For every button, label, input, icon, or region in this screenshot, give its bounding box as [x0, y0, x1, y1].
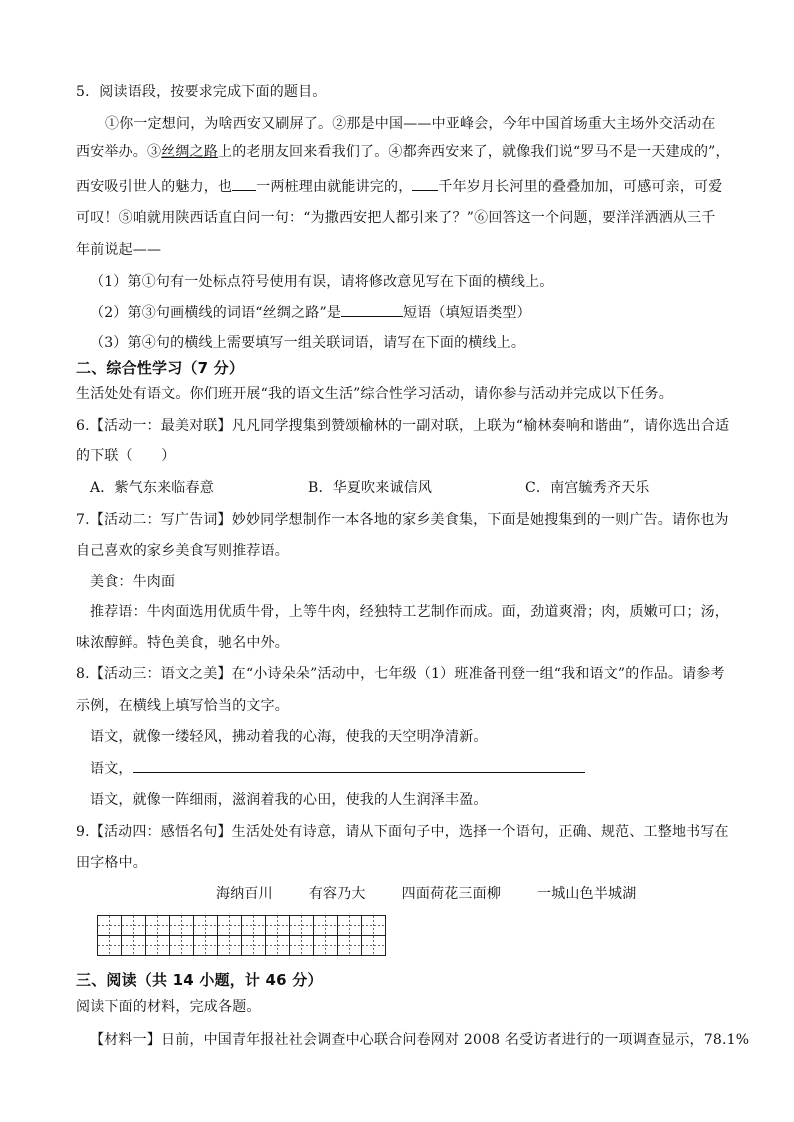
q9-line-2: 田字格中。 — [76, 855, 147, 871]
q5-subquestion-1: （1）第①句有一处标点符号使用有误，请将修改意见写在下面的横线上。 — [90, 274, 554, 290]
q9-line-1: 9.【活动四：感悟名句】生活处处有诗意，请从下面句子中，选择一个语句，正确、规范、工整地书写在 — [76, 824, 729, 840]
q8-answer-line[interactable] — [133, 758, 585, 773]
q6-line-1: 6.【活动一：最美对联】凡凡同学搜集到赞颂榆林的一副对联，上联为“榆林奏响和谐曲”，请你选出合适 — [76, 418, 730, 434]
grid-cell[interactable] — [194, 916, 218, 936]
phrase-4: 一城山色半城湖 — [537, 886, 637, 902]
grid-cell[interactable] — [314, 916, 338, 936]
grid-cell[interactable] — [218, 916, 242, 936]
section-2-title: 二、综合性学习（7 分） — [76, 359, 245, 377]
q5-passage-2a: 西安举办。③ — [76, 144, 162, 160]
q8-line-2: 示例，在横线上填写恰当的文字。 — [76, 698, 289, 714]
section-3-title: 三、阅读（共 14 小题，计 46 分） — [76, 971, 323, 989]
grid-cell[interactable] — [146, 936, 170, 956]
q9-phrases — [216, 884, 672, 904]
q8-example-1: 语文，就像一缕轻风，拂动着我的心海，使我的天空明净清新。 — [90, 729, 488, 745]
underlined-term: 丝绸之路 — [161, 144, 219, 160]
phrase-1: 海纳百川 — [216, 886, 273, 902]
grid-cell[interactable] — [266, 936, 290, 956]
grid-cell[interactable] — [362, 936, 386, 956]
q8-example-2-prefix: 语文， — [90, 761, 133, 777]
grid-cell[interactable] — [242, 916, 266, 936]
phrase-3: 四面荷花三面柳 — [401, 886, 502, 902]
q6-option-a[interactable]: A．紫气东来临春意 — [90, 480, 214, 496]
q7-line-1: 7.【活动二：写广告词】妙妙同学想制作一本各地的家乡美食集，下面是她搜集到的一则广告。请你也为 — [76, 512, 729, 528]
q5-passage-line-4: 可叹！⑤咱就用陕西话直白问一句：“为撒西安把人都引来了？”⑥回答这一个问题，要洋洋洒洒从三千 — [76, 210, 716, 226]
q6-line-2: 的下联（ ） — [76, 448, 176, 464]
grid-cell[interactable] — [122, 936, 146, 956]
phrase-2: 有容乃大 — [308, 886, 366, 902]
grid-cell[interactable] — [266, 916, 290, 936]
q6-option-c[interactable]: C．南宫毓秀齐天乐 — [525, 480, 650, 496]
q7-food: 美食：牛肉面 — [90, 574, 176, 590]
blank-phrase-type[interactable] — [341, 302, 403, 317]
q5-passage-line-2 — [76, 142, 730, 162]
q5-subquestion-2 — [90, 302, 531, 323]
q5-passage-line-5: 年前说起—— — [76, 242, 162, 258]
grid-cell[interactable] — [98, 936, 122, 956]
section-3-intro: 阅读下面的材料，完成各题。 — [76, 999, 261, 1015]
grid-cell[interactable] — [338, 916, 362, 936]
q5-stem: 5．阅读语段，按要求完成下面的题目。 — [76, 84, 327, 100]
q5-passage-3a: 西安吸引世人的魅力，也 — [76, 179, 233, 195]
q5-passage-2c: 上的老朋友回来看我们了。④都奔西安来了，就像我们说“罗马不是一天建成的”， — [218, 144, 730, 160]
q5-passage-3c: 千年岁月长河里的叠叠加加，可感可亲，可爱 — [438, 179, 723, 195]
q6-option-b[interactable]: B．华夏吹来诚信风 — [308, 480, 433, 496]
section-2-intro: 生活处处有语文。你们班开展“我的语文生活”综合性学习活动，请你参与活动并完成以下任务。 — [76, 386, 673, 402]
grid-cell[interactable] — [338, 936, 362, 956]
grid-cell[interactable] — [170, 916, 194, 936]
grid-cell[interactable] — [290, 916, 314, 936]
q7-recommendation-2: 味浓醇鲜。特色美食，驰名中外。 — [76, 635, 289, 651]
grid-cell[interactable] — [170, 936, 194, 956]
tianzige-grid[interactable] — [97, 915, 386, 956]
grid-cell[interactable] — [146, 916, 170, 936]
q7-recommendation-1: 推荐语：牛肉面选用优质牛骨，上等牛肉，经独特工艺制作而成。面，劲道爽滑；肉，质嫩可口；汤， — [90, 604, 729, 620]
grid-cell[interactable] — [242, 936, 266, 956]
grid-cell[interactable] — [122, 916, 146, 936]
grid-cell[interactable] — [362, 916, 386, 936]
q5-passage-line-3 — [76, 176, 722, 197]
material-1-line-1: 【材料一】日前，中国青年报社社会调查中心联合问卷网对 2008 名受访者进行的一项调查显示，78.1% — [90, 1032, 750, 1048]
q8-line-1: 8.【活动三：语文之美】在“小诗朵朵”活动中，七年级（1）班准备刊登一组“我和语文”的作品。请参考 — [76, 666, 725, 682]
grid-cell[interactable] — [314, 936, 338, 956]
grid-cell[interactable] — [194, 936, 218, 956]
q8-example-3: 语文，就像一阵细雨，滋润着我的心田，使我的人生润泽丰盈。 — [90, 792, 488, 808]
blank-1[interactable] — [232, 176, 256, 191]
q5-sub2-tail: 短语（填短语类型） — [403, 305, 531, 321]
grid-cell[interactable] — [218, 936, 242, 956]
q5-sub2-text: （2）第③句画横线的词语“丝绸之路”是 — [90, 305, 342, 321]
q5-passage-line-1: ①你一定想问，为啥西安又刷屏了。②那是中国——中亚峰会，今年中国首场重大主场外交活动在 — [105, 116, 716, 132]
grid-cell[interactable] — [98, 916, 122, 936]
grid-cell[interactable] — [290, 936, 314, 956]
q8-example-2 — [90, 758, 585, 779]
q5-passage-3b: 一两桩理由就能讲完的， — [256, 179, 413, 195]
blank-2[interactable] — [412, 176, 438, 191]
q7-line-2: 自己喜欢的家乡美食写则推荐语。 — [76, 543, 289, 559]
q5-subquestion-3: （3）第④句的横线上需要填写一组关联词语，请写在下面的横线上。 — [90, 335, 526, 351]
